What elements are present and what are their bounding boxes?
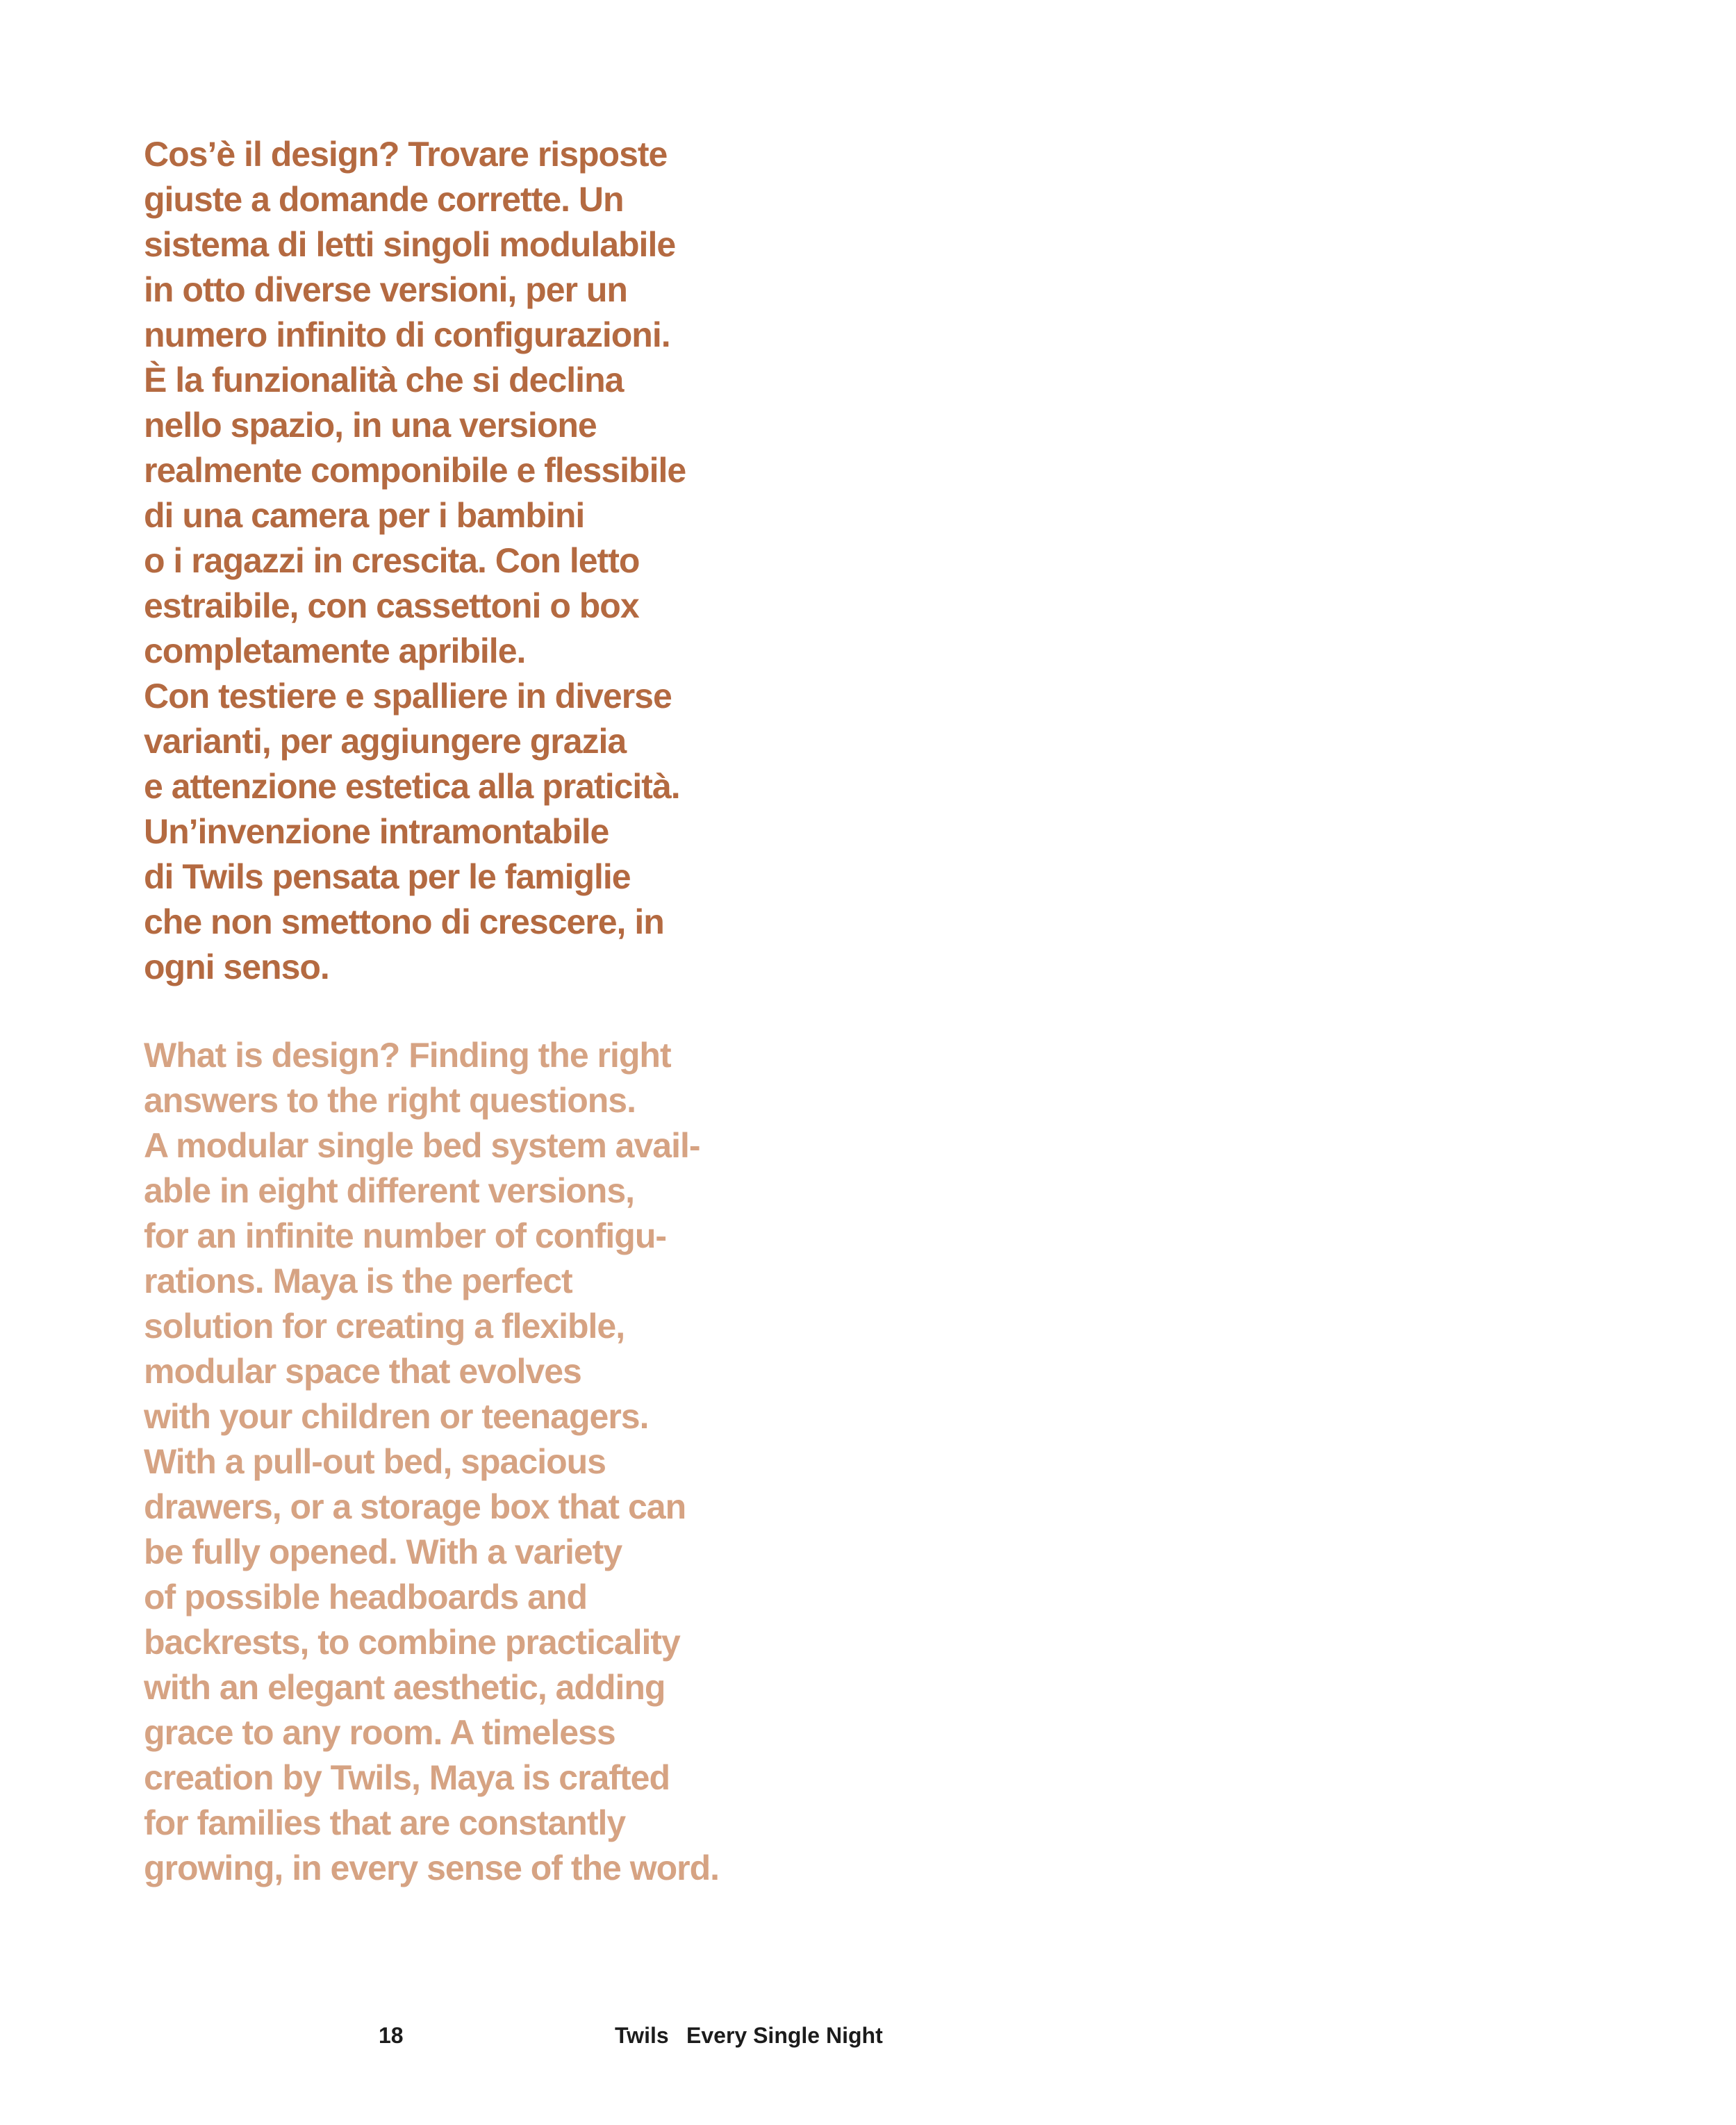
- italian-line: estraibile, con cassettoni o box: [144, 586, 639, 625]
- italian-line: varianti, per aggiungere grazia: [144, 722, 627, 761]
- english-line: With a pull-out bed, spacious: [144, 1442, 606, 1481]
- italian-line: e attenzione estetica alla praticità.: [144, 767, 680, 806]
- english-line: of possible headboards and: [144, 1578, 587, 1617]
- english-line: rations. Maya is the perfect: [144, 1262, 572, 1300]
- italian-line: Un’invenzione intramontabile: [144, 812, 609, 851]
- english-line: growing, in every sense of the word.: [144, 1849, 720, 1887]
- italian-line: nello spazio, in una versione: [144, 406, 597, 445]
- italian-line: sistema di letti singoli modulabile: [144, 225, 676, 264]
- english-line: for an infinite number of configu-: [144, 1216, 667, 1255]
- italian-line: Cos’è il design? Trovare risposte: [144, 135, 668, 174]
- english-line: A modular single bed system avail-: [144, 1126, 700, 1165]
- italian-line: che non smettono di crescere, in: [144, 902, 664, 941]
- italian-line: ogni senso.: [144, 948, 329, 986]
- english-line: solution for creating a flexible,: [144, 1307, 625, 1346]
- english-line: grace to any room. A timeless: [144, 1713, 615, 1752]
- italian-line: numero infinito di configurazioni.: [144, 315, 670, 354]
- english-line: answers to the right questions.: [144, 1081, 636, 1120]
- italian-line: in otto diverse versioni, per un: [144, 270, 627, 309]
- english-line: modular space that evolves: [144, 1352, 581, 1391]
- english-line: with an elegant aesthetic, adding: [144, 1668, 666, 1707]
- english-line: with your children or teenagers.: [144, 1397, 649, 1436]
- italian-line: completamente apribile.: [144, 631, 526, 670]
- italian-line: di Twils pensata per le famiglie: [144, 857, 631, 896]
- english-paragraph: [144, 1033, 769, 1891]
- italian-line: È la funzionalità che si declina: [144, 361, 624, 399]
- english-line: What is design? Finding the right: [144, 1036, 671, 1075]
- brand-name: Twils: [615, 2023, 669, 2048]
- english-line: be fully opened. With a variety: [144, 1532, 622, 1571]
- english-line: for families that are constantly: [144, 1803, 626, 1842]
- publication-tagline: Every Single Night: [686, 2023, 883, 2048]
- english-line: drawers, or a storage box that can: [144, 1487, 686, 1526]
- english-line: creation by Twils, Maya is crafted: [144, 1758, 670, 1797]
- italian-line: o i ragazzi in crescita. Con letto: [144, 541, 640, 580]
- italian-line: realmente componibile e flessibile: [144, 451, 686, 490]
- italian-paragraph: [144, 132, 769, 990]
- english-line: backrests, to combine practicality: [144, 1623, 680, 1662]
- italian-line: di una camera per i bambini: [144, 496, 585, 535]
- italian-line: Con testiere e spalliere in diverse: [144, 677, 672, 716]
- english-line: able in eight different versions,: [144, 1171, 635, 1210]
- italian-line: giuste a domande corrette. Un: [144, 180, 624, 219]
- page-number: 18: [379, 2023, 404, 2048]
